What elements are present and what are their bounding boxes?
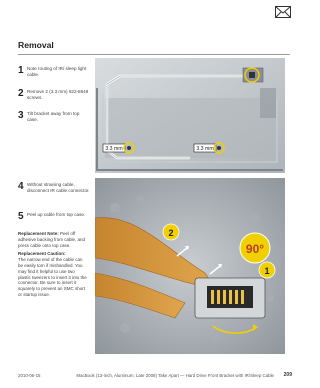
angle-badge-text: 90° bbox=[245, 242, 265, 256]
top-case-photo bbox=[95, 58, 285, 173]
step-2 bbox=[18, 89, 90, 101]
screw-label-right bbox=[194, 144, 216, 152]
callout-2 bbox=[163, 224, 179, 240]
footer-title: MacBook (13-inch, Aluminum, Late 2008) Take Apart — Hard Drive Front Bracket with IR/Sleep Cable bbox=[76, 373, 274, 378]
step-number: 1 bbox=[18, 65, 24, 76]
title-divider bbox=[18, 54, 290, 55]
step-text: Without straining cable, disconnect IR cable connector. bbox=[27, 182, 90, 193]
step-text: Note routing of IR/ sleep light cable. bbox=[27, 66, 87, 77]
step-number: 3 bbox=[18, 110, 24, 121]
step-3 bbox=[18, 111, 90, 123]
step-text: Tilt bracket away from top case. bbox=[27, 111, 80, 122]
callout-2-text: 2 bbox=[168, 228, 174, 238]
step-number: 5 bbox=[18, 211, 24, 222]
angle-badge bbox=[240, 233, 270, 263]
screw-label-left-text: 3.3 mm bbox=[105, 146, 123, 152]
callout-1 bbox=[259, 262, 275, 278]
screw-label-left bbox=[103, 144, 125, 152]
replacement-notes bbox=[18, 231, 88, 301]
caution-text: The narrow end of the cable can be easily torn if mishandled. You may find it helpful to use two plastic tweezers to insert it into the connector. Be sure to insert it squarely to prevent an SMC short or startup issue. bbox=[18, 257, 87, 297]
connector-closeup-photo bbox=[95, 178, 285, 354]
note-label: Replacement Note: bbox=[18, 231, 59, 236]
step-number: 2 bbox=[18, 88, 24, 99]
step-1 bbox=[18, 66, 90, 78]
step-4 bbox=[18, 182, 90, 194]
step-text: Remove 2 (3.3 mm) 922-8649 screws. bbox=[27, 89, 89, 100]
footer-date: 2010-06-15 bbox=[18, 373, 41, 378]
step-5 bbox=[18, 211, 90, 222]
section-title: Removal bbox=[18, 40, 54, 50]
step-number: 4 bbox=[18, 181, 24, 192]
step-text: Peel up cable from top case. bbox=[27, 212, 86, 217]
caution-label: Replacement Caution: bbox=[18, 251, 66, 257]
page-number: 209 bbox=[283, 372, 292, 378]
callout-1-text: 1 bbox=[264, 266, 270, 276]
note-text: Peel off adhesive backing from cable, and press cable onto top case. bbox=[18, 231, 86, 248]
mail-icon[interactable] bbox=[275, 6, 291, 18]
screw-label-right-text: 3.3 mm bbox=[196, 146, 214, 152]
